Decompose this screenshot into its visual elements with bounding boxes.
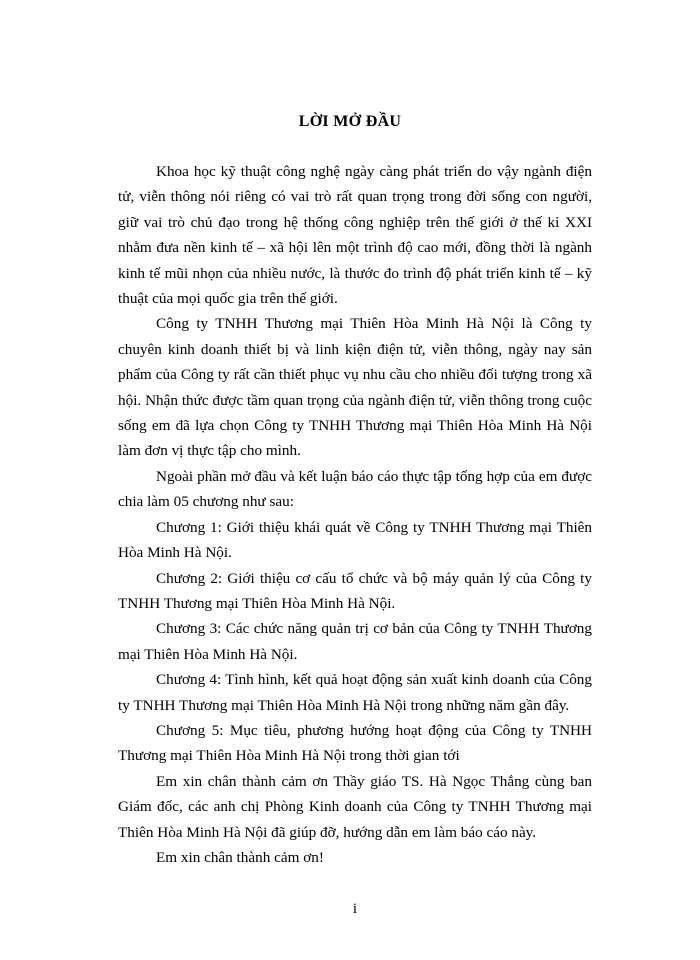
paragraph-chapter-3: Chương 3: Các chức năng quản trị cơ bản của Công ty TNHH Thương mại Thiên Hòa Minh Hà Nội. — [118, 620, 592, 663]
paragraph-structure: Ngoài phần mở đầu và kết luận báo cáo thực tập tổng hợp của em được chia làm 05 chương như sau: — [118, 467, 592, 511]
paragraph-company: Công ty TNHH Thương mại Thiên Hòa Minh Hà Nội là Công ty chuyên kinh doanh thiết bị và linh kiện điện tử, viễn thông, ngày nay sản phẩm của Công ty rất cần thiết phục vụ nhu cầu cho nhiều đối tượng trong xã hội. Nhận thức được tầm quan trọng của ngành điện tử, viễn thông trong cuộc sống em đã lựa chọn Công ty TNHH Thương mại Thiên Hòa Minh Hà Nội làm đơn vị thực tập cho mình. — [118, 315, 592, 460]
page-number: i — [352, 901, 358, 917]
paragraph-chapter-1: Chương 1: Giới thiệu khái quát về Công ty TNHH Thương mại Thiên Hòa Minh Hà Nội. — [118, 518, 592, 562]
document-body — [118, 159, 592, 870]
paragraph-thanks: Em xin chân thành cảm ơn Thầy giáo TS. Hà Ngọc Thắng cùng ban Giám đốc, các anh chị Phòng Kinh doanh của Công ty TNHH Thương mại Thiên Hòa Minh Hà Nội đã giúp đỡ, hướng dẫn em làm báo cáo này. — [118, 772, 592, 841]
page-title: LỜI MỞ ĐẦU — [298, 113, 402, 130]
paragraph-chapter-2: Chương 2: Giới thiệu cơ cấu tổ chức và bộ máy quản lý của Công ty TNHH Thương mại Thiên Hòa Minh Hà Nội. — [118, 569, 592, 612]
paragraph-closing: Em xin chân thành cảm ơn! — [156, 848, 324, 866]
paragraph-intro: Khoa học kỹ thuật công nghệ ngày càng phát triển do vậy ngành điện tử, viễn thông nói riêng có vai trò rất quan trọng trong đời sống con người, giữ vai trò chủ đạo trong hệ thống công nghiệp trên thế giới ở thế kỉ XXI nhằm đưa nền kinh tế – xã hội lên một trình độ cao mới, đồng thời là ngành kinh tế mũi nhọn của nhiều nước, là thước đo trình độ phát triển kinh tế – kỹ thuật của mọi quốc gia trên thế giới. — [118, 163, 592, 308]
paragraph-chapter-4: Chương 4: Tình hình, kết quả hoạt động sản xuất kinh doanh của Công ty TNHH Thương mại Thiên Hòa Minh Hà Nội trong những năm gần đây. — [118, 671, 592, 714]
paragraph-chapter-5: Chương 5: Mục tiêu, phương hướng hoạt động của Công ty TNHH Thương mại Thiên Hòa Minh Hà Nội trong thời gian tới — [118, 721, 592, 765]
